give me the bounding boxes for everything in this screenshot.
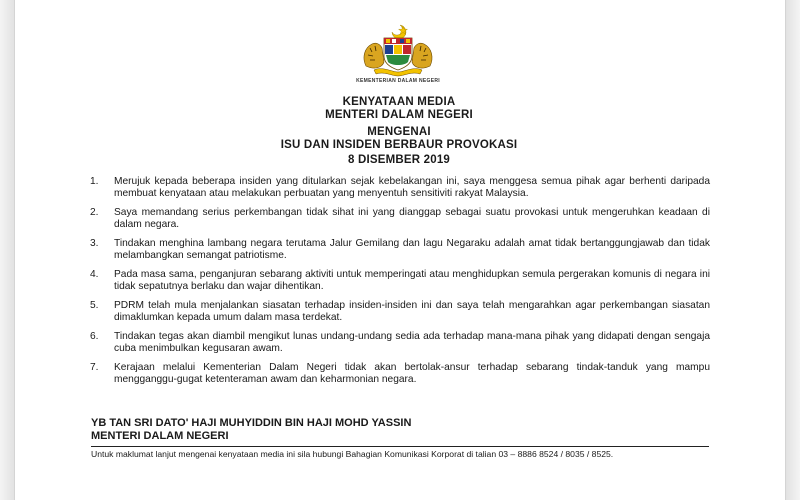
heading-line-1: KENYATAAN MEDIA <box>342 96 456 108</box>
malaysia-coat-of-arms-icon <box>348 22 448 78</box>
heading-line-3: MENGENAI <box>367 126 431 138</box>
item-number: 4. <box>90 269 99 280</box>
heading-line-4: ISU DAN INSIDEN BERBAUR PROVOKASI <box>280 139 518 151</box>
item-text: Pada masa sama, penganjuran sebarang aktiviti untuk memperingati atau menghidupkan semula pergerakan komunis di negara ini tidak sepatutnya berlaku dan wajar dihentikan. <box>114 269 710 292</box>
item-number: 5. <box>90 300 99 311</box>
statement-items <box>88 176 710 393</box>
list-item <box>88 207 710 231</box>
item-text: Tindakan tegas akan diambil mengikut lunas undang-undang sedia ada terhadap mana-mana pihak yang didapati dengan sengaja cuba menimbulkan kegusaran awam. <box>114 331 710 354</box>
item-number: 3. <box>90 238 99 249</box>
crest-caption: KEMENTERIAN DALAM NEGERI <box>356 78 440 84</box>
right-frame-border <box>785 0 800 500</box>
list-item <box>88 269 710 293</box>
footer-divider <box>91 446 709 447</box>
item-text: PDRM telah mula menjalankan siasatan terhadap insiden-insiden ini dan saya telah mengarahkan agar perkembangan siasatan dimaklumkan kepada umum dalam masa terdekat. <box>114 300 710 323</box>
item-number: 2. <box>90 207 99 218</box>
list-item <box>88 331 710 355</box>
item-text: Saya memandang serius perkembangan tidak sihat ini yang dianggap sebagai suatu provokasi untuk mengeruhkan keadaan di dalam negara. <box>114 207 710 230</box>
item-text: Tindakan menghina lambang negara terutama Jalur Gemilang dan lagu Negaraku adalah amat tidak bertanggungjawab dan tidak melambangkan semangat patriotisme. <box>114 238 710 261</box>
item-number: 1. <box>90 176 99 187</box>
item-text: Merujuk kepada beberapa insiden yang ditularkan sejak kebelakangan ini, saya menggesa semua pihak agar berhenti daripada membuat kenyataan atau melakukan perbuatan yang menyentuh sensitiviti rakyat Malaysia. <box>114 176 710 199</box>
item-number: 7. <box>90 362 99 373</box>
item-text: Kerajaan melalui Kementerian Dalam Negeri tidak akan bertolak-ansur terhadap sebarang tindak-tanduk yang mampu mengganggu-gugat ketenteraman awam dan keharmonian negara. <box>114 362 710 385</box>
statement-date: 8 DISEMBER 2019 <box>347 154 451 166</box>
item-number: 6. <box>90 331 99 342</box>
contact-footnote: Untuk maklumat lanjut mengenai kenyataan media ini sila hubungi Bahagian Komunikasi Korporat di talian 03 – 8886 8524 / 8035 / 8525. <box>91 449 614 459</box>
left-frame-border <box>0 0 15 500</box>
list-item <box>88 362 710 386</box>
list-item <box>88 238 710 262</box>
list-item <box>88 176 710 200</box>
list-item <box>88 300 710 324</box>
signatory-title: MENTERI DALAM NEGERI <box>91 430 229 442</box>
heading-line-2: MENTERI DALAM NEGERI <box>325 109 473 121</box>
press-statement-document <box>88 22 710 490</box>
signatory-name: YB TAN SRI DATO' HAJI MUHYIDDIN BIN HAJI MOHD YASSIN <box>91 417 412 429</box>
